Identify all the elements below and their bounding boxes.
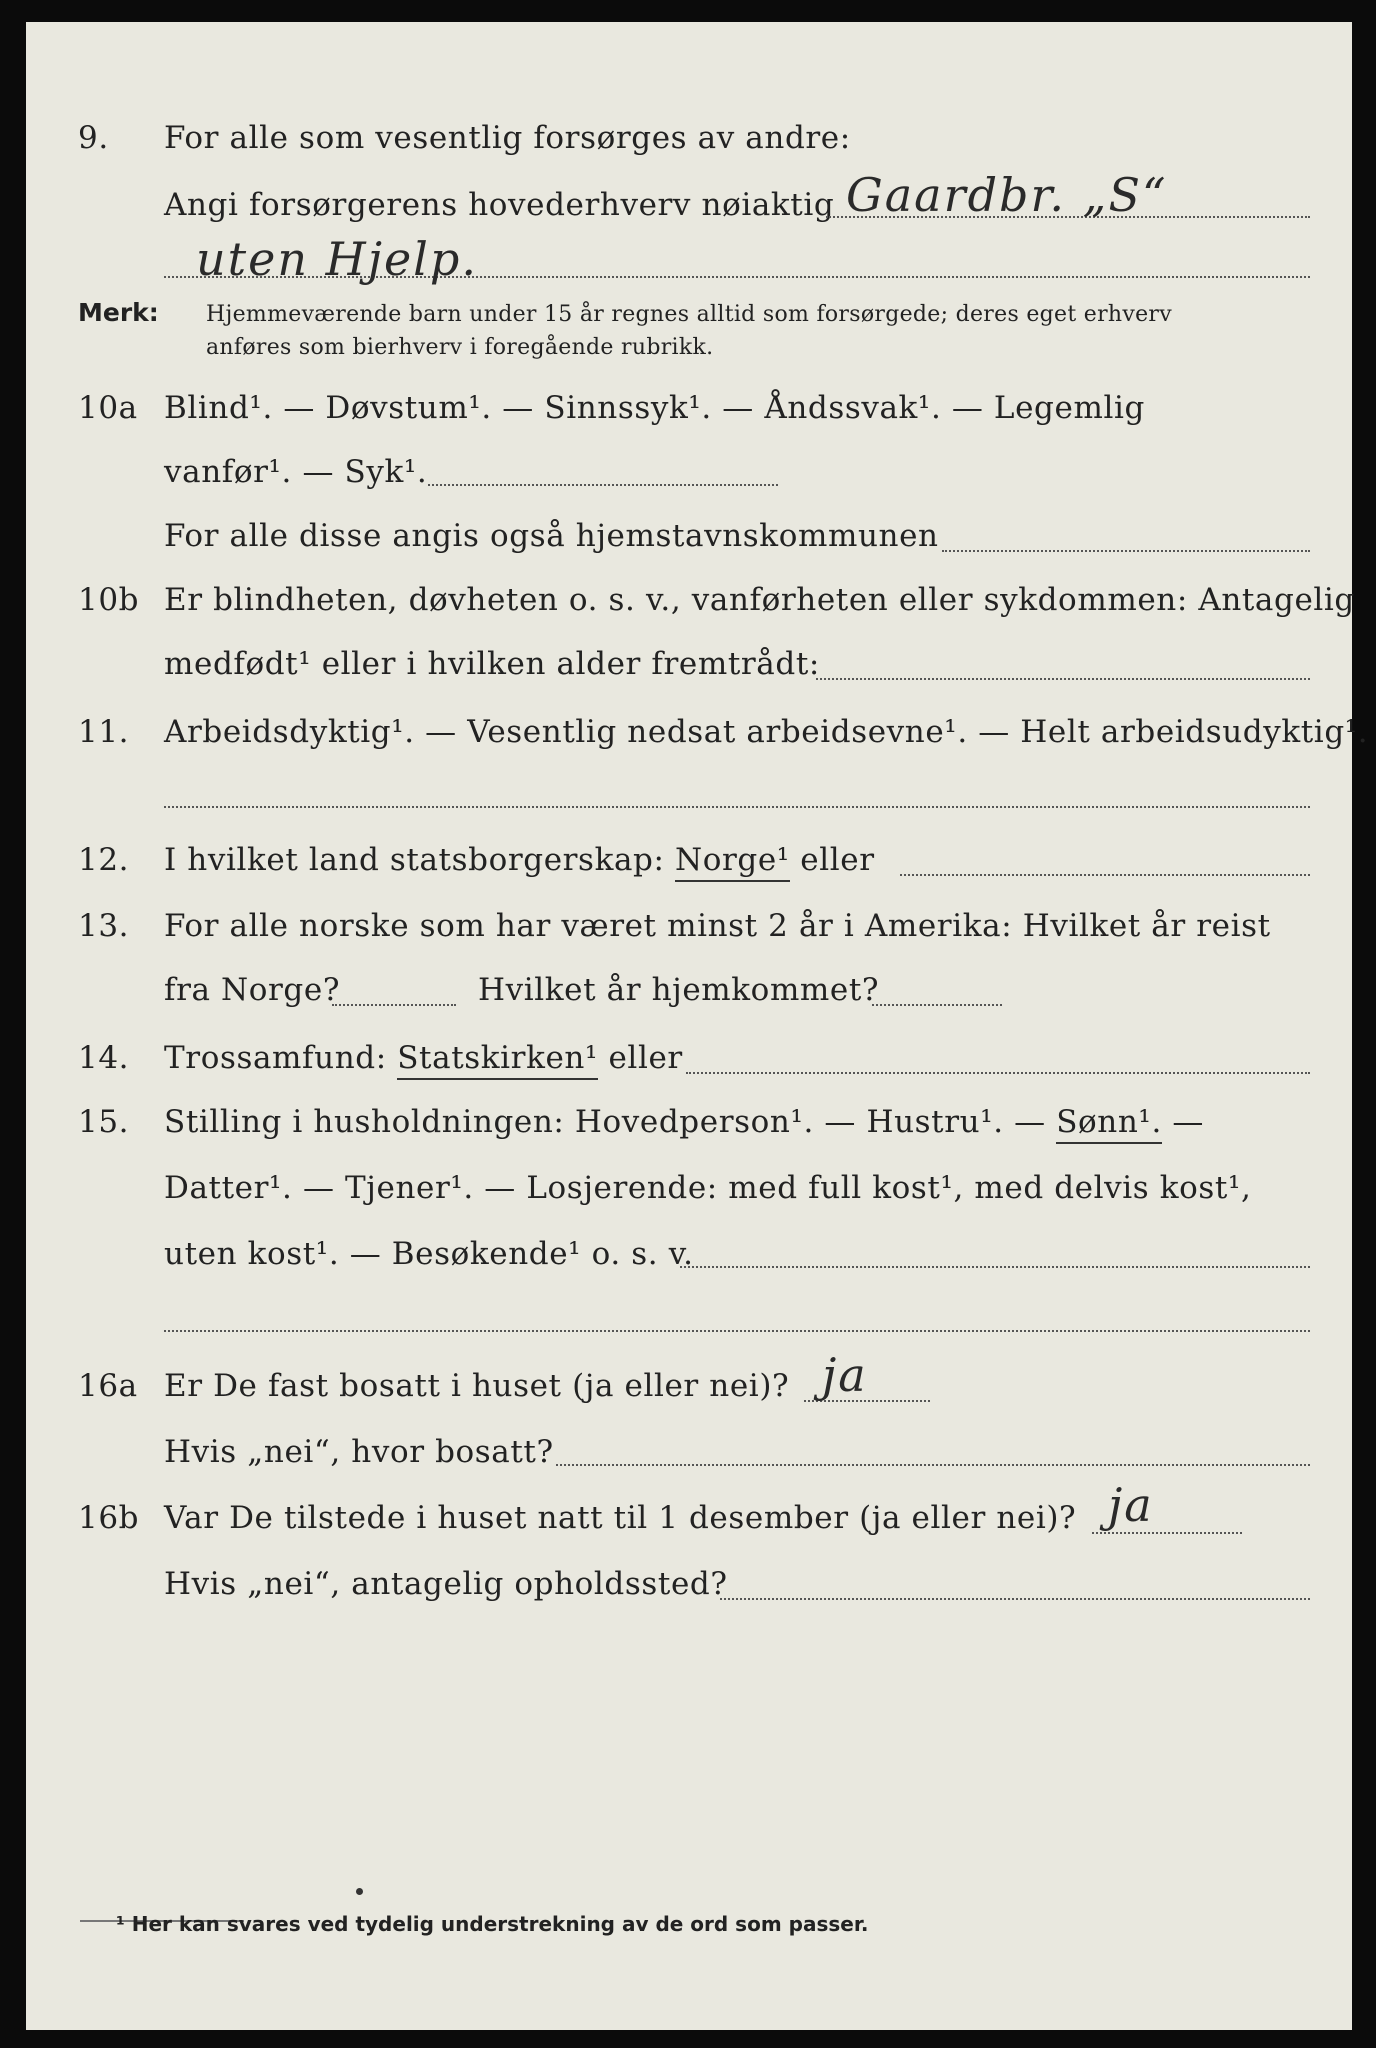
answer-line [556,1464,1310,1466]
question-text-post: eller [800,842,875,878]
answer-line [680,1266,1310,1268]
question-text-pre: I hvilket land statsborgerskap: [164,842,665,878]
footnote: ¹ Her kan svares ved tydelig understrekning av de ord som passer. [116,1912,869,1936]
question-text: For alle disse angis også hjemstavnskommunen [164,518,939,554]
underlined-option: Statskirken¹ [397,1040,598,1080]
question-number: 12. [78,842,130,878]
handwritten-answer: uten Hjelp. [196,232,478,286]
answer-line [164,806,1310,808]
question-number: 16b [78,1500,140,1536]
question-text: Blind¹. — Døvstum¹. — Sinnssyk¹. — Åndssvak¹. — Legemlig [164,390,1145,426]
answer-line [686,1072,1310,1074]
question-text: For alle som vesentlig forsørges av andre: [164,120,851,156]
question-number: 10b [78,582,140,618]
underlined-option: Sønn¹. [1056,1104,1162,1144]
question-text: vanfør¹. — Syk¹. [164,454,428,490]
handwritten-answer: Gaardbr. „S“ [846,168,1168,222]
question-text-post: eller [608,1040,683,1076]
question-text: Arbeidsdyktig¹. — Vesentlig nedsat arbeidsevne¹. — Helt arbeidsudyktig¹. [164,714,1369,750]
question-text: uten kost¹. — Besøkende¹ o. s. v. [164,1236,694,1272]
answer-line [164,1330,1310,1332]
question-text-post: — [1172,1104,1204,1140]
answer-line [942,550,1310,552]
underlined-option: Norge¹ [675,842,790,882]
question-text [164,1104,1204,1140]
note-text: Hjemmeværende barn under 15 år regnes alltid som forsørgede; deres eget erhverv [206,302,1172,327]
answer-line [900,874,1310,876]
question-number: 14. [78,1040,130,1076]
question-number: 11. [78,714,130,750]
question-text [164,842,875,878]
handwritten-answer: ja [1108,1478,1154,1532]
answer-line [428,484,778,486]
question-text: Er De fast bosatt i huset (ja eller nei)? [164,1368,790,1404]
answer-line [872,1004,1002,1006]
census-form-page [26,22,1369,2030]
question-text: Hvis „nei“, hvor bosatt? [164,1434,554,1470]
question-text: For alle norske som har været minst 2 år i Amerika: Hvilket år reist [164,908,1271,944]
question-text: medfødt¹ eller i hvilken alder fremtrådt: [164,646,820,682]
question-number: 9. [78,120,109,156]
question-number: 15. [78,1104,130,1140]
question-text-a: fra Norge? [164,972,341,1008]
question-text-pre: Trossamfund: [164,1040,387,1076]
question-text: Datter¹. — Tjener¹. — Losjerende: med full kost¹, med delvis kost¹, [164,1170,1252,1206]
question-text-b: Hvilket år hjemkommet? [478,972,880,1008]
answer-line [816,678,1310,680]
handwritten-answer: ja [822,1348,868,1402]
answer-line [720,1598,1310,1600]
note-text: anføres som bierhverv i foregående rubrikk. [206,335,714,360]
note-label: Merk: [78,298,159,327]
answer-line [1092,1532,1242,1534]
ink-spot [356,1888,363,1895]
question-text [164,1040,683,1076]
question-number: 10a [78,390,138,426]
question-text: Var De tilstede i huset natt til 1 desember (ja eller nei)? [164,1500,1077,1536]
question-text: Er blindheten, døvheten o. s. v., vanførheten eller sykdommen: Antagelig [164,582,1355,618]
question-number: 13. [78,908,130,944]
question-text-pre: Stilling i husholdningen: Hovedperson¹. — Hustru¹. — [164,1104,1046,1140]
question-number: 16a [78,1368,138,1404]
question-text: Hvis „nei“, antagelig opholdssted? [164,1566,728,1602]
answer-line [332,1004,456,1006]
question-text: Angi forsørgerens hovederhverv nøiaktig [164,187,835,223]
